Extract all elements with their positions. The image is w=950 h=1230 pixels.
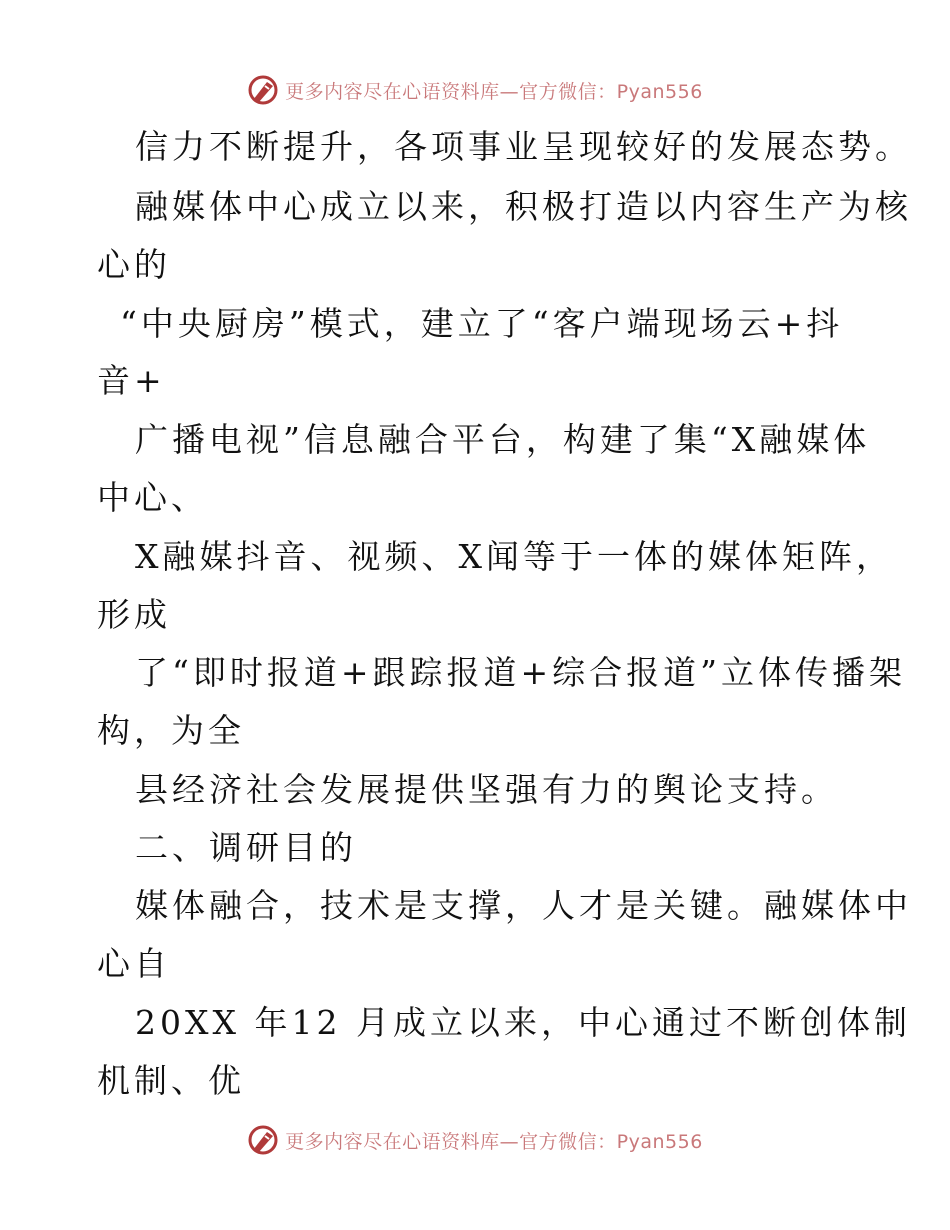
paragraph-line: 音+ [97,361,166,400]
header-banner-text: 更多内容尽在心语资料库—官方微信：Pyan556 [285,80,703,103]
paragraph-line: X融媒抖音、视频、X闻等于一体的媒体矩阵， [135,537,893,576]
paragraph-line: 融媒体中心成立以来，积极打造以内容生产为核 [135,187,912,226]
paragraph-line: 心自 [97,944,171,983]
paragraph-line: 20XX 年12 月成立以来，中心通过不断创体制 [135,1003,911,1042]
paragraph-line: 构，为全 [97,711,245,750]
footer-banner-text: 更多内容尽在心语资料库—官方微信：Pyan556 [285,1130,703,1153]
footer-banner [0,1120,950,1160]
paragraph-line: 了“即时报道+跟踪报道+综合报道”立体传播架 [135,653,907,692]
paragraph-line: 机制、优 [97,1061,245,1100]
paragraph-line: 心的 [97,245,171,284]
paragraph-line: 广播电视”信息融合平台，构建了集“X融媒体 [135,420,871,459]
paragraph-line: 县经济社会发展提供坚强有力的舆论支持。 [135,770,838,809]
section-heading: 二、调研目的 [135,828,357,867]
paragraph-line: 信力不断提升，各项事业呈现较好的发展态势。 [135,127,912,166]
paragraph-line: 中心、 [97,478,208,517]
pen-nib-logo-icon [247,1124,279,1156]
paragraph-line: 媒体融合，技术是支撑，人才是关键。融媒体中 [135,886,912,925]
paragraph-line: 形成 [97,595,171,634]
paragraph-line: “中央厨房”模式，建立了“客户端现场云+抖 [120,304,844,343]
